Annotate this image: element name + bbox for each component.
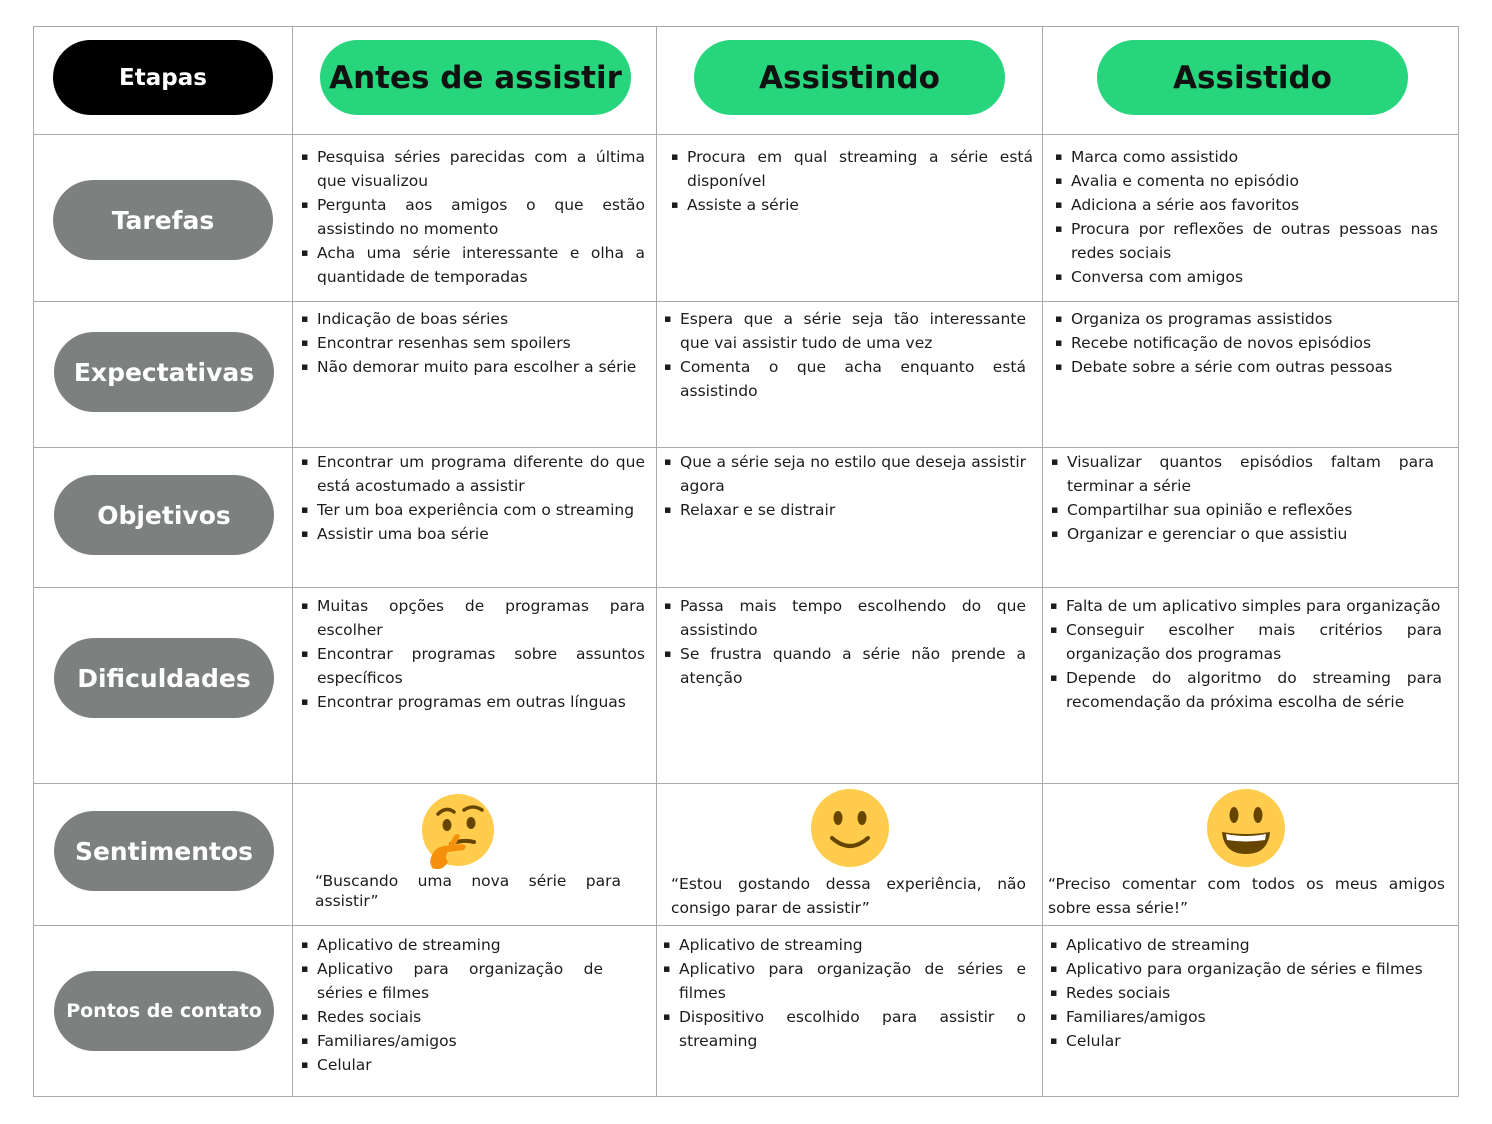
row-divider bbox=[34, 925, 1458, 926]
thinking-face-icon bbox=[418, 792, 498, 872]
row-divider bbox=[34, 587, 1458, 588]
list-item: ▪ Comenta o que acha enquanto está assistindo bbox=[664, 355, 1026, 403]
row-label-tarefas bbox=[53, 180, 273, 260]
cell-dificuldades-assistindo bbox=[664, 594, 1026, 690]
feeling-quote-assistindo: “Estou gostando dessa experiência, não consigo parar de assistir” bbox=[671, 875, 1026, 917]
list-item: ▪ Organiza os programas assistidos bbox=[1055, 307, 1438, 331]
list-item: ▪ Avalia e comenta no episódio bbox=[1055, 169, 1438, 193]
list-item: ▪ Procura por reflexões de outras pessoas nas redes sociais bbox=[1055, 217, 1438, 265]
cell-tarefas-assistindo bbox=[671, 145, 1033, 217]
cell-pontos-assistido bbox=[1050, 933, 1442, 1053]
stage-header-antes-de-assistir bbox=[320, 40, 631, 115]
list-item: ▪ Familiares/amigos bbox=[1050, 1005, 1442, 1029]
list-item: ▪ Aplicativo para organização de séries e filmes bbox=[1050, 957, 1442, 981]
cell-objetivos-assistindo bbox=[664, 450, 1026, 522]
cell-dificuldades-antes bbox=[301, 594, 645, 714]
list-item: ▪ Recebe notificação de novos episódios bbox=[1055, 331, 1438, 355]
cell-objetivos-assistido bbox=[1051, 450, 1434, 546]
slightly-smiling-face-icon bbox=[810, 788, 890, 868]
column-divider bbox=[656, 27, 657, 1096]
list-item: ▪ Familiares/amigos bbox=[301, 1029, 603, 1053]
list-item: ▪ Aplicativo para organização de séries e filmes bbox=[663, 957, 1026, 1005]
row-label-text: Sentimentos bbox=[74, 836, 254, 866]
cell-dificuldades-assistido bbox=[1050, 594, 1442, 714]
list-item: ▪ Aplicativo de streaming bbox=[1050, 933, 1442, 957]
feeling-quote-antes: “Buscando uma nova série para assistir” bbox=[315, 872, 621, 910]
row-label-text: Expectativas bbox=[73, 357, 255, 387]
list-item: ▪ Visualizar quantos episódios faltam para terminar a série bbox=[1051, 450, 1434, 498]
row-label-text: Pontos de contato bbox=[66, 1000, 262, 1022]
row-label-pontos-de-contato bbox=[54, 971, 274, 1051]
column-divider bbox=[1042, 27, 1043, 1096]
list-item: ▪ Acha uma série interessante e olha a quantidade de temporadas bbox=[301, 241, 645, 289]
list-item: ▪ Celular bbox=[1050, 1029, 1442, 1053]
list-item: ▪ Adiciona a série aos favoritos bbox=[1055, 193, 1438, 217]
stage-label: Assistido bbox=[1173, 59, 1332, 96]
list-item: ▪ Não demorar muito para escolher a série bbox=[301, 355, 645, 379]
row-divider bbox=[34, 783, 1458, 784]
list-item: ▪ Encontrar programas em outras línguas bbox=[301, 690, 645, 714]
list-item: ▪ Assiste a série bbox=[671, 193, 1033, 217]
list-item: ▪ Falta de um aplicativo simples para organização bbox=[1050, 594, 1442, 618]
row-label-dificuldades bbox=[54, 638, 274, 718]
cell-tarefas-assistido bbox=[1055, 145, 1438, 289]
list-item: ▪ Relaxar e se distrair bbox=[664, 498, 1026, 522]
stage-header-assistindo bbox=[694, 40, 1005, 115]
list-item: ▪ Redes sociais bbox=[301, 1005, 603, 1029]
list-item: ▪ Encontrar resenhas sem spoilers bbox=[301, 331, 645, 355]
list-item: ▪ Debate sobre a série com outras pessoas bbox=[1055, 355, 1438, 379]
list-item: ▪ Conversa com amigos bbox=[1055, 265, 1438, 289]
cell-expectativas-antes bbox=[301, 307, 645, 379]
list-item: ▪ Dispositivo escolhido para assistir o streaming bbox=[663, 1005, 1026, 1053]
row-label-sentimentos bbox=[54, 811, 274, 891]
column-divider bbox=[292, 27, 293, 1096]
stage-header-assistido bbox=[1097, 40, 1408, 115]
cell-expectativas-assistindo bbox=[664, 307, 1026, 403]
list-item: ▪ Celular bbox=[301, 1053, 603, 1077]
cell-pontos-assistindo bbox=[663, 933, 1026, 1053]
list-item: ▪ Aplicativo de streaming bbox=[663, 933, 1026, 957]
list-item: ▪ Aplicativo para organização de séries e filmes bbox=[301, 957, 603, 1005]
etapas-header-pill bbox=[53, 40, 273, 115]
cell-pontos-antes bbox=[301, 933, 603, 1077]
list-item: ▪ Conseguir escolher mais critérios para organização dos programas bbox=[1050, 618, 1442, 666]
row-label-objetivos bbox=[54, 475, 274, 555]
list-item: ▪ Assistir uma boa série bbox=[301, 522, 645, 546]
list-item: ▪ Encontrar programas sobre assuntos específicos bbox=[301, 642, 645, 690]
cell-tarefas-antes bbox=[301, 145, 645, 289]
cell-expectativas-assistido bbox=[1055, 307, 1438, 379]
list-item: ▪ Se frustra quando a série não prende a atenção bbox=[664, 642, 1026, 690]
list-item: ▪ Marca como assistido bbox=[1055, 145, 1438, 169]
list-item: ▪ Indicação de boas séries bbox=[301, 307, 645, 331]
stage-label: Antes de assistir bbox=[329, 59, 622, 96]
cell-objetivos-antes bbox=[301, 450, 645, 546]
list-item: ▪ Procura em qual streaming a série está disponível bbox=[671, 145, 1033, 193]
list-item: ▪ Muitas opções de programas para escolher bbox=[301, 594, 645, 642]
row-label-text: Tarefas bbox=[111, 205, 215, 235]
row-label-text: Dificuldades bbox=[77, 663, 251, 693]
list-item: ▪ Redes sociais bbox=[1050, 981, 1442, 1005]
list-item: ▪ Encontrar um programa diferente do que está acostumado a assistir bbox=[301, 450, 645, 498]
grinning-face-icon bbox=[1206, 788, 1286, 868]
list-item: ▪ Espera que a série seja tão interessante que vai assistir tudo de uma vez bbox=[664, 307, 1026, 355]
list-item: ▪ Compartilhar sua opinião e reflexões bbox=[1051, 498, 1434, 522]
row-divider bbox=[34, 134, 1458, 135]
row-divider bbox=[34, 301, 1458, 302]
list-item: ▪ Que a série seja no estilo que deseja assistir agora bbox=[664, 450, 1026, 498]
list-item: ▪ Organizar e gerenciar o que assistiu bbox=[1051, 522, 1434, 546]
list-item: ▪ Pergunta aos amigos o que estão assistindo no momento bbox=[301, 193, 645, 241]
row-label-expectativas bbox=[54, 332, 274, 412]
row-label-text: Objetivos bbox=[97, 500, 231, 530]
stage-label: Assistindo bbox=[759, 59, 940, 96]
list-item: ▪ Ter um boa experiência com o streaming bbox=[301, 498, 645, 522]
list-item: ▪ Passa mais tempo escolhendo do que assistindo bbox=[664, 594, 1026, 642]
list-item: ▪ Aplicativo de streaming bbox=[301, 933, 603, 957]
list-item: ▪ Pesquisa séries parecidas com a última que visualizou bbox=[301, 145, 645, 193]
feeling-quote-assistido: “Preciso comentar com todos os meus amigos sobre essa série!” bbox=[1048, 875, 1445, 917]
etapas-label: Etapas bbox=[119, 64, 207, 91]
row-divider bbox=[34, 447, 1458, 448]
list-item: ▪ Depende do algoritmo do streaming para recomendação da próxima escolha de série bbox=[1050, 666, 1442, 714]
